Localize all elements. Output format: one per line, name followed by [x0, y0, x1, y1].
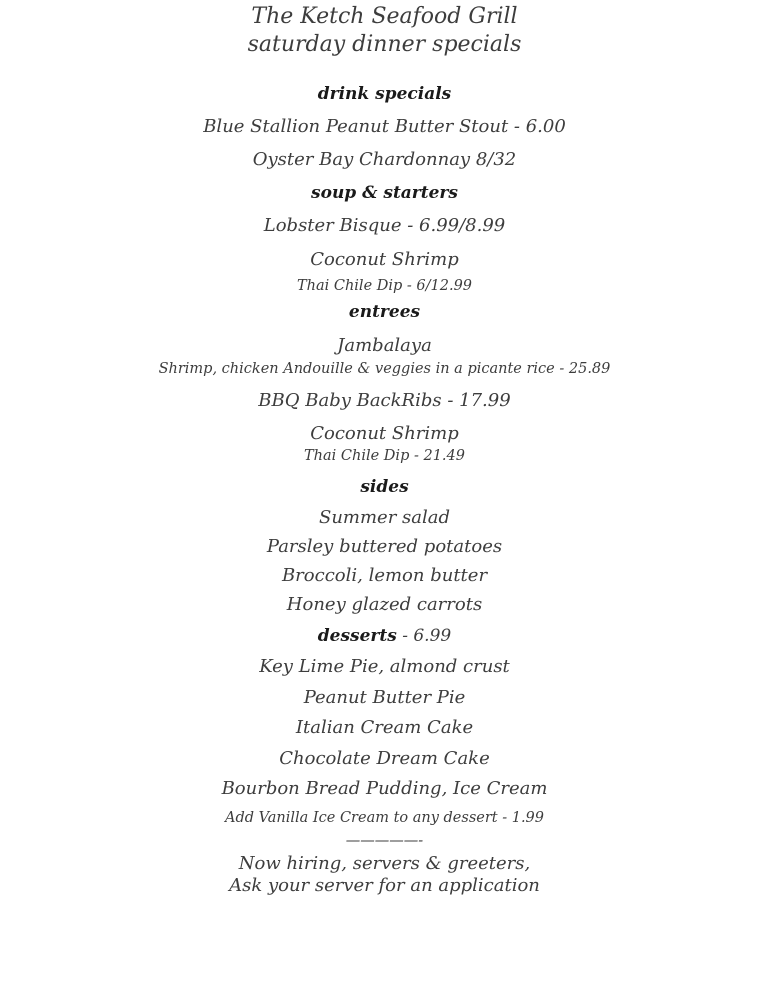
dessert-item: Bourbon Bread Pudding, Ice Cream [221, 778, 548, 799]
dessert-item: Key Lime Pie, almond crust [259, 656, 510, 677]
side-item: Parsley buttered potatoes [266, 536, 503, 557]
drink-item: Oyster Bay Chardonnay 8/32 [252, 149, 517, 170]
desserts-heading [0, 628, 769, 645]
restaurant-name: The Ketch Seafood Grill [251, 4, 518, 29]
starter-item: Coconut Shrimp [310, 249, 459, 270]
drink-item: Blue Stallion Peanut Butter Stout - 6.00 [203, 116, 566, 137]
application-notice: Ask your server for an application [229, 875, 540, 896]
entree-item: Jambalaya [337, 335, 432, 356]
hiring-notice: Now hiring, servers & greeters, [238, 853, 531, 874]
side-item: Summer salad [318, 507, 451, 528]
dessert-item: Italian Cream Cake [295, 717, 474, 738]
entree-item-detail: Shrimp, chicken Andouille & veggies in a picante rice - 25.89 [158, 361, 611, 377]
dessert-add-on: Add Vanilla Ice Cream to any dessert - 1.99 [224, 810, 545, 826]
side-item: Broccoli, lemon butter [281, 565, 488, 586]
dessert-item: Peanut Butter Pie [303, 687, 466, 708]
footer-divider: —————- [345, 833, 424, 849]
entrees-heading: entrees [348, 302, 421, 322]
entree-item-detail: Thai Chile Dip - 21.49 [304, 448, 465, 464]
sides-heading: sides [360, 477, 409, 497]
entree-item: BBQ Baby BackRibs - 17.99 [258, 390, 511, 411]
dessert-item: Chocolate Dream Cake [279, 748, 490, 769]
desserts-heading-label: desserts [317, 626, 397, 646]
drink-specials-heading: drink specials [317, 84, 452, 104]
starter-item-detail: Thai Chile Dip - 6/12.99 [296, 278, 473, 294]
entree-item: Coconut Shrimp [310, 423, 459, 444]
side-item: Honey glazed carrots [286, 594, 483, 615]
starter-item: Lobster Bisque - 6.99/8.99 [263, 215, 506, 236]
desserts-price: - 6.99 [396, 626, 452, 646]
soup-starters-heading: soup & starters [311, 183, 458, 203]
menu-subtitle: saturday dinner specials [247, 32, 522, 57]
